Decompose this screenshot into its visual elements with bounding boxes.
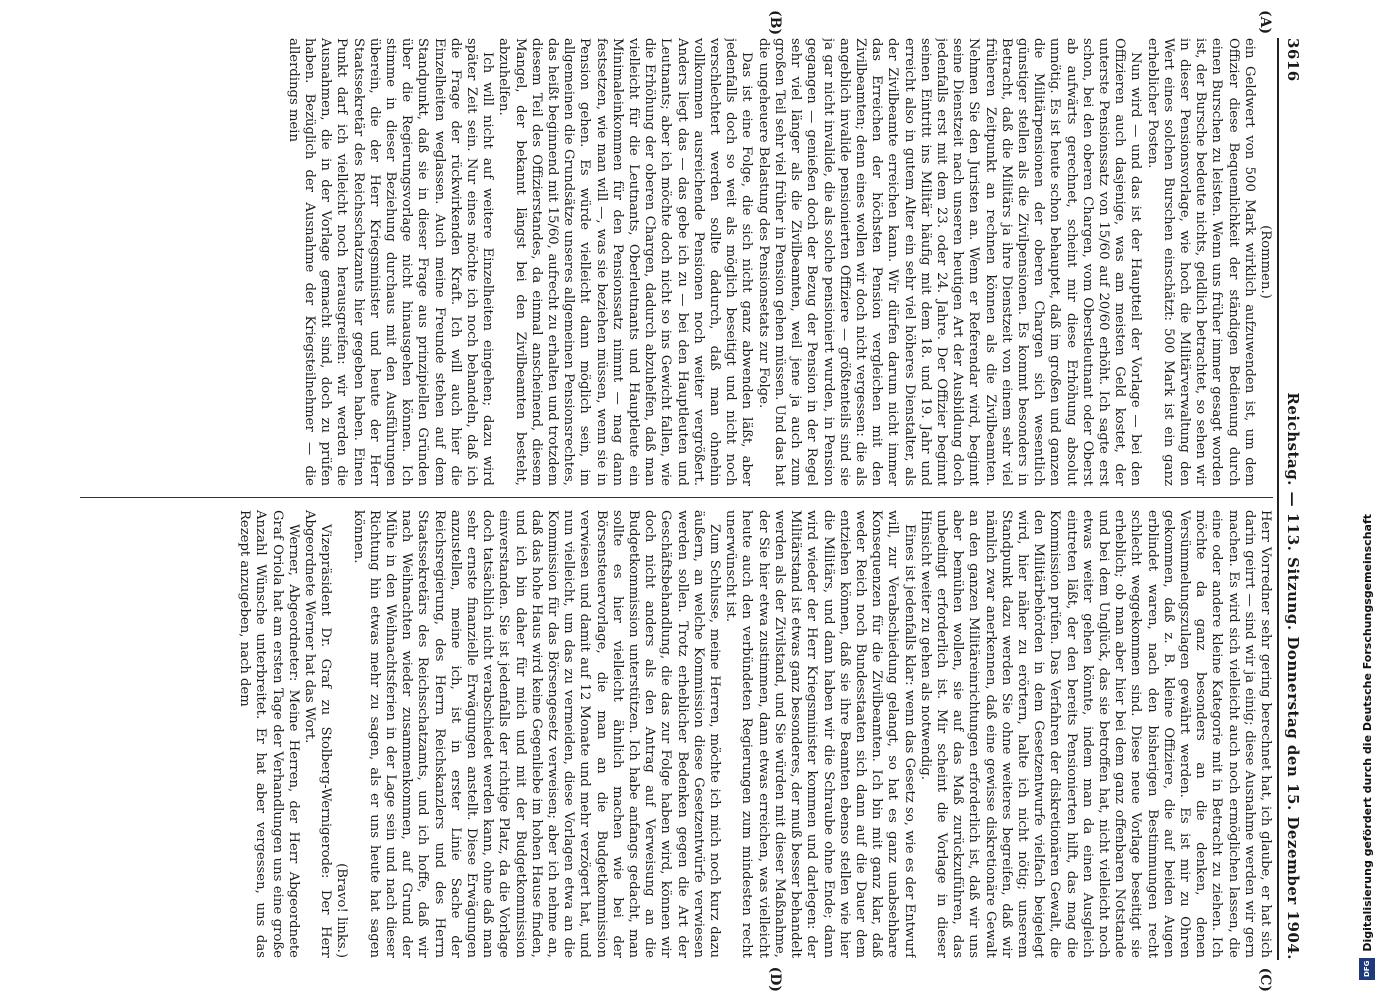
header-rule: [1277, 38, 1279, 960]
page-header: [1281, 38, 1305, 960]
page-title: Reichstag. — 113. Sitzung. Donnerstag den 15. Dezember 1904.: [1284, 392, 1302, 960]
margin-marker-d: (D): [767, 966, 783, 992]
paragraph: ein Geldwert von 500 Mark wirklich aufzuwenden ist, um dem Offizier diese Bequemlichkeit der ständigen Bedienung durch einen Burschen zu leisten. Wenn uns früher immer gesagt worden ist, der Bursche bedeute nichts, geldlich betrachtet, so sehen wir in dieser Pensionsvorlage, wie hoch die Militärverwaltung den Wert eines solchen Burschen einschätzt: 500 Mark ist ein ganz erheblicher Posten.: [1144, 38, 1257, 486]
text-column-left: [82, 38, 1273, 486]
paragraph: Eines ist jedenfalls klar: wenn das Gesetz so, wie es der Entwurf will, zur Verabschiedung gelangt, so hat es ganz unabsehbare Konsequenzen für die Zivilbeamten. Ich bin mit ganz klar, daß weder Reich noch Bundesstaaten sich dann auf die Dauer dem entziehen können, daß sie ihre Beamten ebenso stellen wie hier die Militärs, und dann haben wir die Schraube ohne Ende; dann wird wieder der Herr Kriegsminister kommen und darlegen: der Militärstand ist etwas ganz besonderes, der muß besser behandelt werden als der Zivilstand, und Sie würden mit dieser Maßnahme, der Sie hier etwa zustimmen, dann etwas erreichen, was vielleicht heute auch den verbündeten Regierungen zum mindesten recht unerwünscht ist.: [723, 510, 917, 958]
speaker-paragraph: Werner, Abgeordneter: Meine Herren, der Herr Abgeordnete Graf Oriola hat am ersten Tage der Verhandlungen uns eine große Anzahl Wünsche unterbreitet. Er hat aber vergessen, uns das Rezept anzugeben, nach dem: [237, 510, 301, 958]
margin-marker-b: (B): [767, 10, 783, 36]
text-column-right: [82, 510, 1273, 958]
paragraph: Zum Schlusse, meine Herren, möchte ich mich noch kurz dazu äußern, an welche Kommission diese Gesetzentwürfe verwiesen werden sollen. Trotz erheblicher Bedenken gegen die Art der Geschäftsbehandlung, die das zur Folge haben wird, können wir doch nicht anders als den Antrag auf Verweisung an die Budgetkommission unterstützen. Ich habe anfangs gedacht, man sollte es hier vielleicht ähnlich machen wie bei der Börsensteuervorlage, die man an die Budgetkommission verwiesen und damit auf 12 Monate und mehr verzögert hat, und nun vielleicht, um das zu vermeiden, diese Vorlagen etwa an die Kommission für das Börsengesetz verweisen; aber ich nehme an, daß das hohe Haus wird keine Gegenliebe im hohen Hause finden, und ich bin daher für mich und mit der Budgetkommission einverstanden. Sie ist jedenfalls der richtige Platz, da die Vorlage doch tatsächlich nicht verabschiedet werden kann, ohne daß man sehr ernste finanzielle Erwägungen anstellt. Diese Erwägungen anzustellen, meine ich, ist in erster Linie Sache der Reichsregierung, des Herrn Reichskanzlers und des Herrn Staatssekretärs des Reichsschatzamts, und ich hoffe, daß wir nach Weihnachten wieder zusammenkommen, auf Grund der Mühe in den Weihnachtsferien in der Lage sein und nach dieser Richtung hin etwas mehr zu sagen, als er uns heute hat sagen können.: [350, 510, 723, 958]
paragraph: Ich will nicht auf weitere Einzelheiten eingehen; dazu wird später Zeit sein. Nur eines möchte ich noch behandeln, daß ich die Frage der rückwirkenden Kraft. Ich will auch hier die Einzelheiten weglassen. Auch meine Freunde stehen auf dem Standpunkt, daß sie in dieser Frage aus prinzipiellen Gründen über die Regierungsvorlage nicht hinausgehen können. Ich stimme in dieser Beziehung durchaus mit den Ausführungen überein, die der Herr Kriegsminister und heute der Herr Staatssekretär des Reichsschatzamts hier gegeben haben. Einen Punkt darf ich vielleicht noch herausgreifen: wir werden die Ausnahmen, die in der Vorlage gemacht sind, doch zu prüfen haben. Bezüglich der Ausnahme der Kriegsteilnehmer — die allerdings mein: [285, 38, 496, 486]
dfg-logo-icon: DFG: [1359, 958, 1375, 980]
speaker-note: (Rommen.): [1258, 225, 1273, 299]
paragraph: Das ist eine Folge, die sich nicht ganz abwenden läßt, aber jedenfalls doch so weit als möglich beseitigt und nicht noch verschlechtert werden sollte dadurch, daß man ohnehin vollkommen ausreichende Pensionen noch weiter vergrößert. Anders liegt das — das gebe ich zu — bei den Hauptleuten und Leutnants; aber ich möchte doch nicht so ins Gewicht fallen, wie die Erhöhung der oberen Chargen, dadurch abzuhelfen, daß man vielleicht für die Leutnants, Oberleutnants und Hauptleute ein Minimaleinkommen für den Pensionssatz nimmt — mag dann festsetzen, wie man will —, was sie beziehen müssen, wenn sie in Pension gehen. Es würde vielleicht dann möglich sein, im allgemeinen die Grundsätze unseres allgemeinen Pensionsrechtes, das heißt beginnend mit 15/60, aufrecht zu erhalten und trotzdem diesem Teil des Offizierstandes, da einmal anscheinend, diesem Mangel, der bekannt längst bei den Zivilbeamten besteht, abzuhelfen.: [496, 38, 755, 486]
column-divider: [80, 497, 1273, 498]
footer-credit-text: Digitalisierung gefördert durch die Deutsche Forschungsgemeinschaft: [1360, 514, 1374, 952]
page-number: 3616: [1284, 38, 1302, 82]
presiding-speaker-paragraph: Vizepräsident Dr. Graf zu Stolberg-Wernigerode: Der Herr Abgeordnete Werner hat das Wort.: [302, 510, 334, 958]
margin-marker-c: (C): [1257, 967, 1273, 992]
applause-note: (Bravo! links.): [334, 863, 350, 958]
margin-marker-a: (A): [1257, 10, 1273, 35]
digitization-footer: [1356, 20, 1378, 980]
paragraph: Herr Vorredner sehr gering berechnet hat, ich glaube, er hat sich darin geirrt — sind wir ja einig; diese Ausnahme werden wir gern machen. Es wird sich vielleicht auch noch ermöglichen lassen, die eine oder andere kleine Kategorie mit in Betracht zu ziehen. Ich möchte da ganz besonders an die denken, denen Versümmelungszulagen gewährt werden. Es ist mir zu Ohren gekommen, daß z. B. kleine Offiziere, die auf beiden Augen erblindet waren, nach den bisherigen Bestimmungen recht schlecht weggekommen sind. Diese neue Vorlage beseitigt sie erheblich; ob man aber hier bei dem ganz offenbaren Notstande und bei dem Unglück, das sie betroffen hat, nicht vielleicht noch etwas weiter gehen könnte, indem man da einen Ausgleich eintreten läßt, der den bereits Pensionierten hilft, das mag die Kommission prüfen. Das Verfahren der diskretionären Gewalt, die den Militärbehörden in dem Gesetzentwurfe vielfach beigelegt wird, hier näher zu erörtern, halte ich nicht nötig; unserem Standpunkt dazu werden Sie ohne weiteres begreifen, daß wir nämlich zwar anerkennen, daß eine gewisse diskretionäre Gewalt an den ganzen Militäreinrichtungen erforderlich ist, daß wir uns aber bemühen wollen, sie auf das Maß zurückzuführen, das unbedingt erforderlich ist. Mir scheint die Vorlage in dieser Hinsicht weiter zu gehen als notwendig.: [917, 510, 1273, 958]
paragraph: Nun wird — und das ist der Hauptteil der Vorlage — bei den Offizieren auch dasjenige, was am meisten Geld kostet, der unterste Pensionssatz von 15/60 auf 20/60 erhöht. Ich sagte erst schon, bei den oberen Chargen, vom Oberstleutnant oder Oberst ab aufwärts gerechnet, scheint mir diese Erhöhung absolut unnötig. Es ist heute schon behauptet, daß im großen und ganzen die Militärpensionen der oberen Chargen sich wesentlich günstiger stellen als die Zivilpensionen. Es kommt besonders in Betracht, daß die Militärs ja ihre Dienstzeit von einem sehr viel früheren Zeitpunkt an rechnen können als die Zivilbeamten. Nehmen Sie den Juristen an. Wenn er Referendar wird, beginnt seine Dienstzeit nach unseren heutigen Art der Ausbildung doch jedenfalls erst mit dem 23. oder 24. Jahre. Der Offizier beginnt seinen Eintritt ins Militär häufig mit dem 18. und 19. Jahr und erreicht also in gutem Alter ein sehr viel höheres Dienstalter, als der Zivilbeamte erreichen kann. Wir dürfen darum nicht immer das Erreichen der höchsten Pension vergleichen mit den Zivilbeamten; denn eines wollen wir doch nicht vergessen: die als angeblich invalide pensionierten Offiziere — größtenteils sind sie ja gar nicht invalide, die als solche pensioniert wurden, in Pension gegangen — genießen doch der Bezug der Pension in der Regel sehr viel länger als die Zivilbeamten, weil jene ja auch zum großen Teil sehr viel früher in Pension gehen müssen. Und das hat die ungeheuere Belastung des Pensionsetats zur Folge.: [755, 38, 1144, 486]
